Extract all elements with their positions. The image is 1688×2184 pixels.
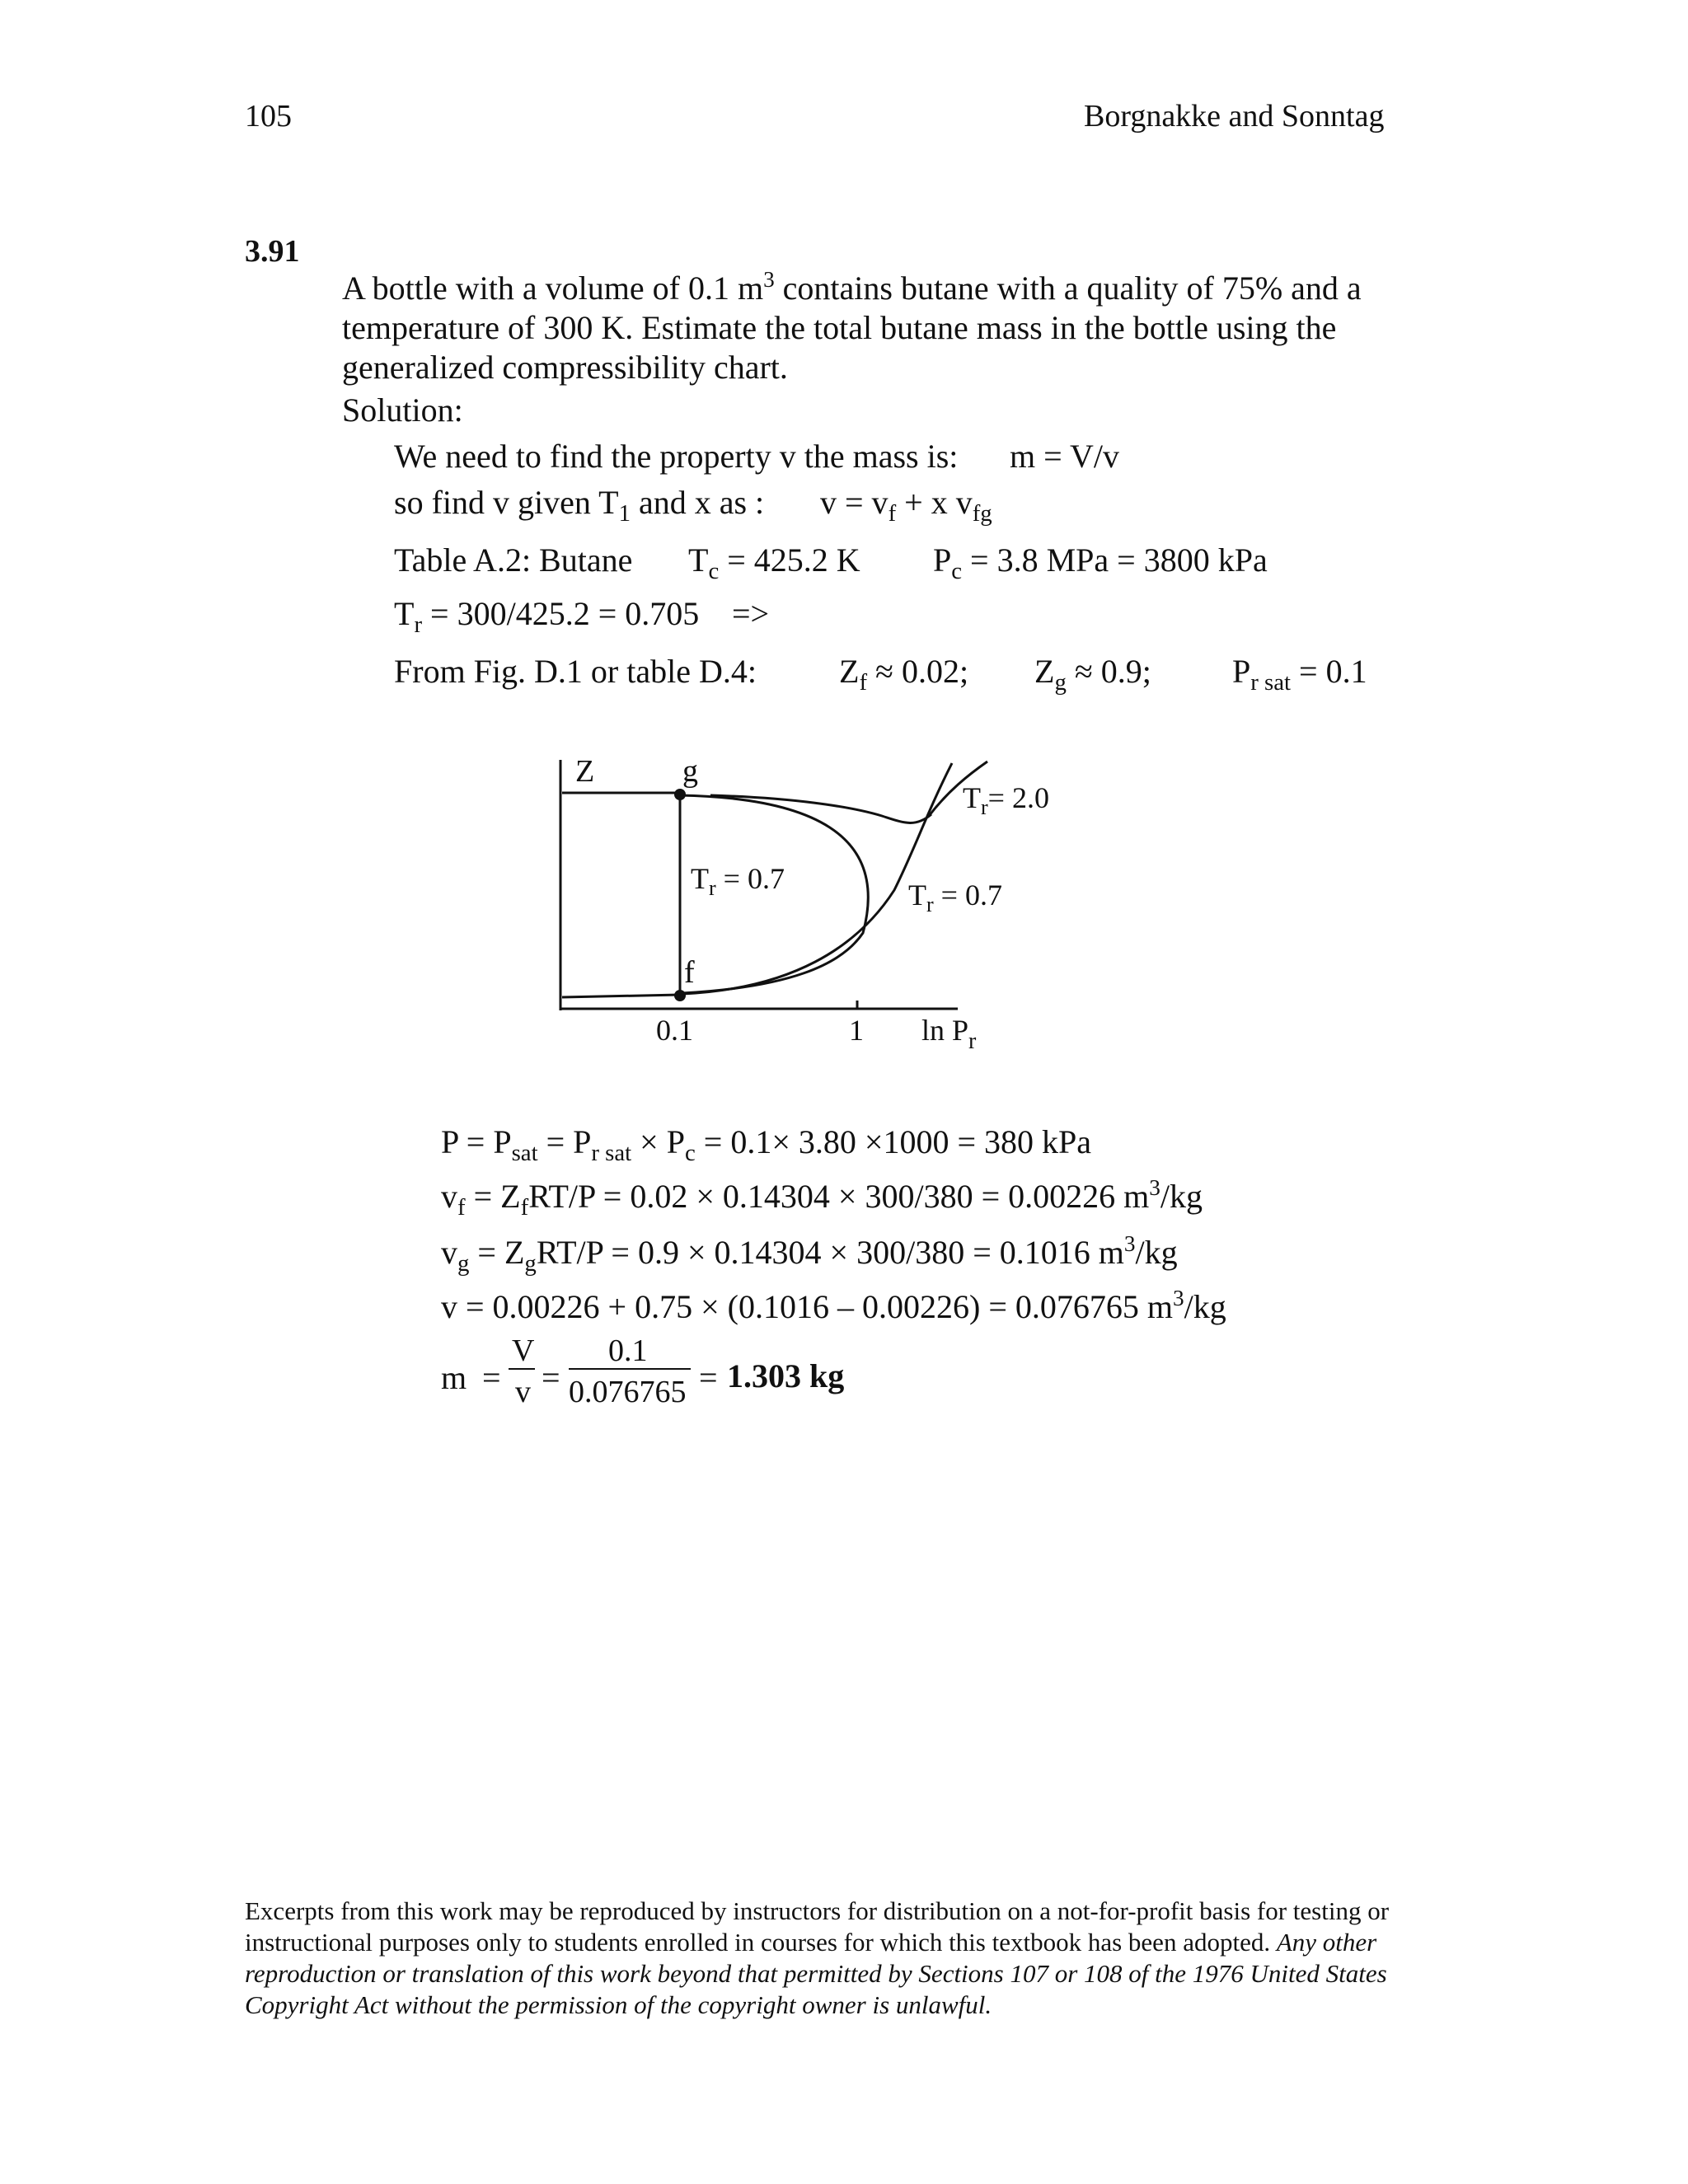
problem-statement-line-2: temperature of 300 K. Estimate the total butane mass in the bottle using the [342,309,1337,346]
zg-value: $Z_g \approx 0.9$; [1034,653,1151,696]
page-number: 105 [245,99,292,134]
g-label: g [682,754,698,789]
f-point [674,990,686,1001]
mass-formula: m = V/v [1010,438,1119,475]
fraction-denominator-value: 0.076765 [569,1375,687,1409]
tr-inner-label: $T_r = 0.7$ [691,862,785,900]
zf-value: $Z_f \approx 0.02$; [839,653,969,696]
fraction-bar-2 [569,1368,691,1370]
problem-number: 3.91 [245,234,300,269]
g-point [674,789,686,800]
critical-pressure: $P_c = 3.8$ MPa = 3800 kPa [933,541,1268,585]
fraction-numerator-v: V [512,1333,535,1368]
mass-result: 1.303 kg [727,1357,845,1394]
liquid-line [562,995,680,997]
tick-label-01: 0.1 [656,1014,693,1047]
critical-temperature: $T_c = 425.2$ K [688,541,860,585]
equals-sign-3: = [699,1359,718,1396]
solution-label: Solution: [342,391,463,429]
solution-line-2: so find v given $T_1$ and x as : [394,484,765,527]
x-axis-label: $\ln P_r$ [921,1014,977,1054]
figure-reference: From Fig. D.1 or table D.4: [394,653,757,690]
footer-italic: Any other reproduction or translation of this work beyond that permitted by Sections 107 or 108 of the 1976 United States Copyright Act without the permission of the copyright owner is unlawful. [245,1928,1387,2019]
pr-sat-value: $P_{r sat} = 0.1$ [1232,653,1367,696]
f-label: f [684,955,695,990]
fraction-bar [509,1368,535,1370]
mass-symbol: m [441,1359,467,1396]
fraction-numerator-value: 0.1 [608,1333,648,1368]
tr-outer-label: $T_r = 0.7$ [908,879,1002,916]
tr-high-label: $T_r= 2.0$ [963,781,1049,819]
implies-arrow: => [732,595,770,632]
problem-statement-line-3: generalized compressibility chart. [342,349,788,386]
footer-plain: Excerpts from this work may be reproduced by instructors for distribution on a not-for-profit basis for testing or instructional purposes only to students enrolled in courses for which this textbook has been adopted. [245,1896,1390,1957]
solution-line-1: We need to find the property v the mass is: [394,438,959,475]
vf-calculation: $v_f = Z_fRT/P = 0.02 \times 0.14304 \times 300/380 = 0.00226$ $m^3/kg$ [441,1175,1203,1221]
tick-label-1: 1 [849,1014,864,1047]
table-a2-label: Table A.2: Butane [394,541,633,579]
z-label: Z [575,754,595,789]
equals-sign-2: = [542,1359,560,1396]
copyright-footer [245,1896,1432,2021]
running-header: Borgnakke and Sonntag [1084,99,1385,134]
pressure-calculation: $P = P_{sat} = P_{r sat} \times P_c = 0.1\times 3.80 \times 1000 = 380$ kPa [441,1123,1092,1167]
v-calculation: v = 0.00226 + 0.75 × (0.1016 – 0.00226) = 0.076765 $m^3/kg$ [441,1286,1226,1325]
problem-statement-line-1: A bottle with a volume of 0.1 $m^3$ contains butane with a quality of 75% and a [342,267,1362,307]
reduced-temperature: $T_r = 300/425.2 = 0.705$ [394,595,700,639]
fraction-denominator-v: v [515,1375,531,1409]
vg-calculation: $v_g = Z_gRT/P = 0.9 \times 0.14304 \times 300/380 = 0.1016$ $m^3/kg$ [441,1231,1178,1277]
specific-volume-formula: $v = v_f + x$ $v_{fg}$ [820,484,992,527]
equals-sign: = [482,1359,501,1396]
